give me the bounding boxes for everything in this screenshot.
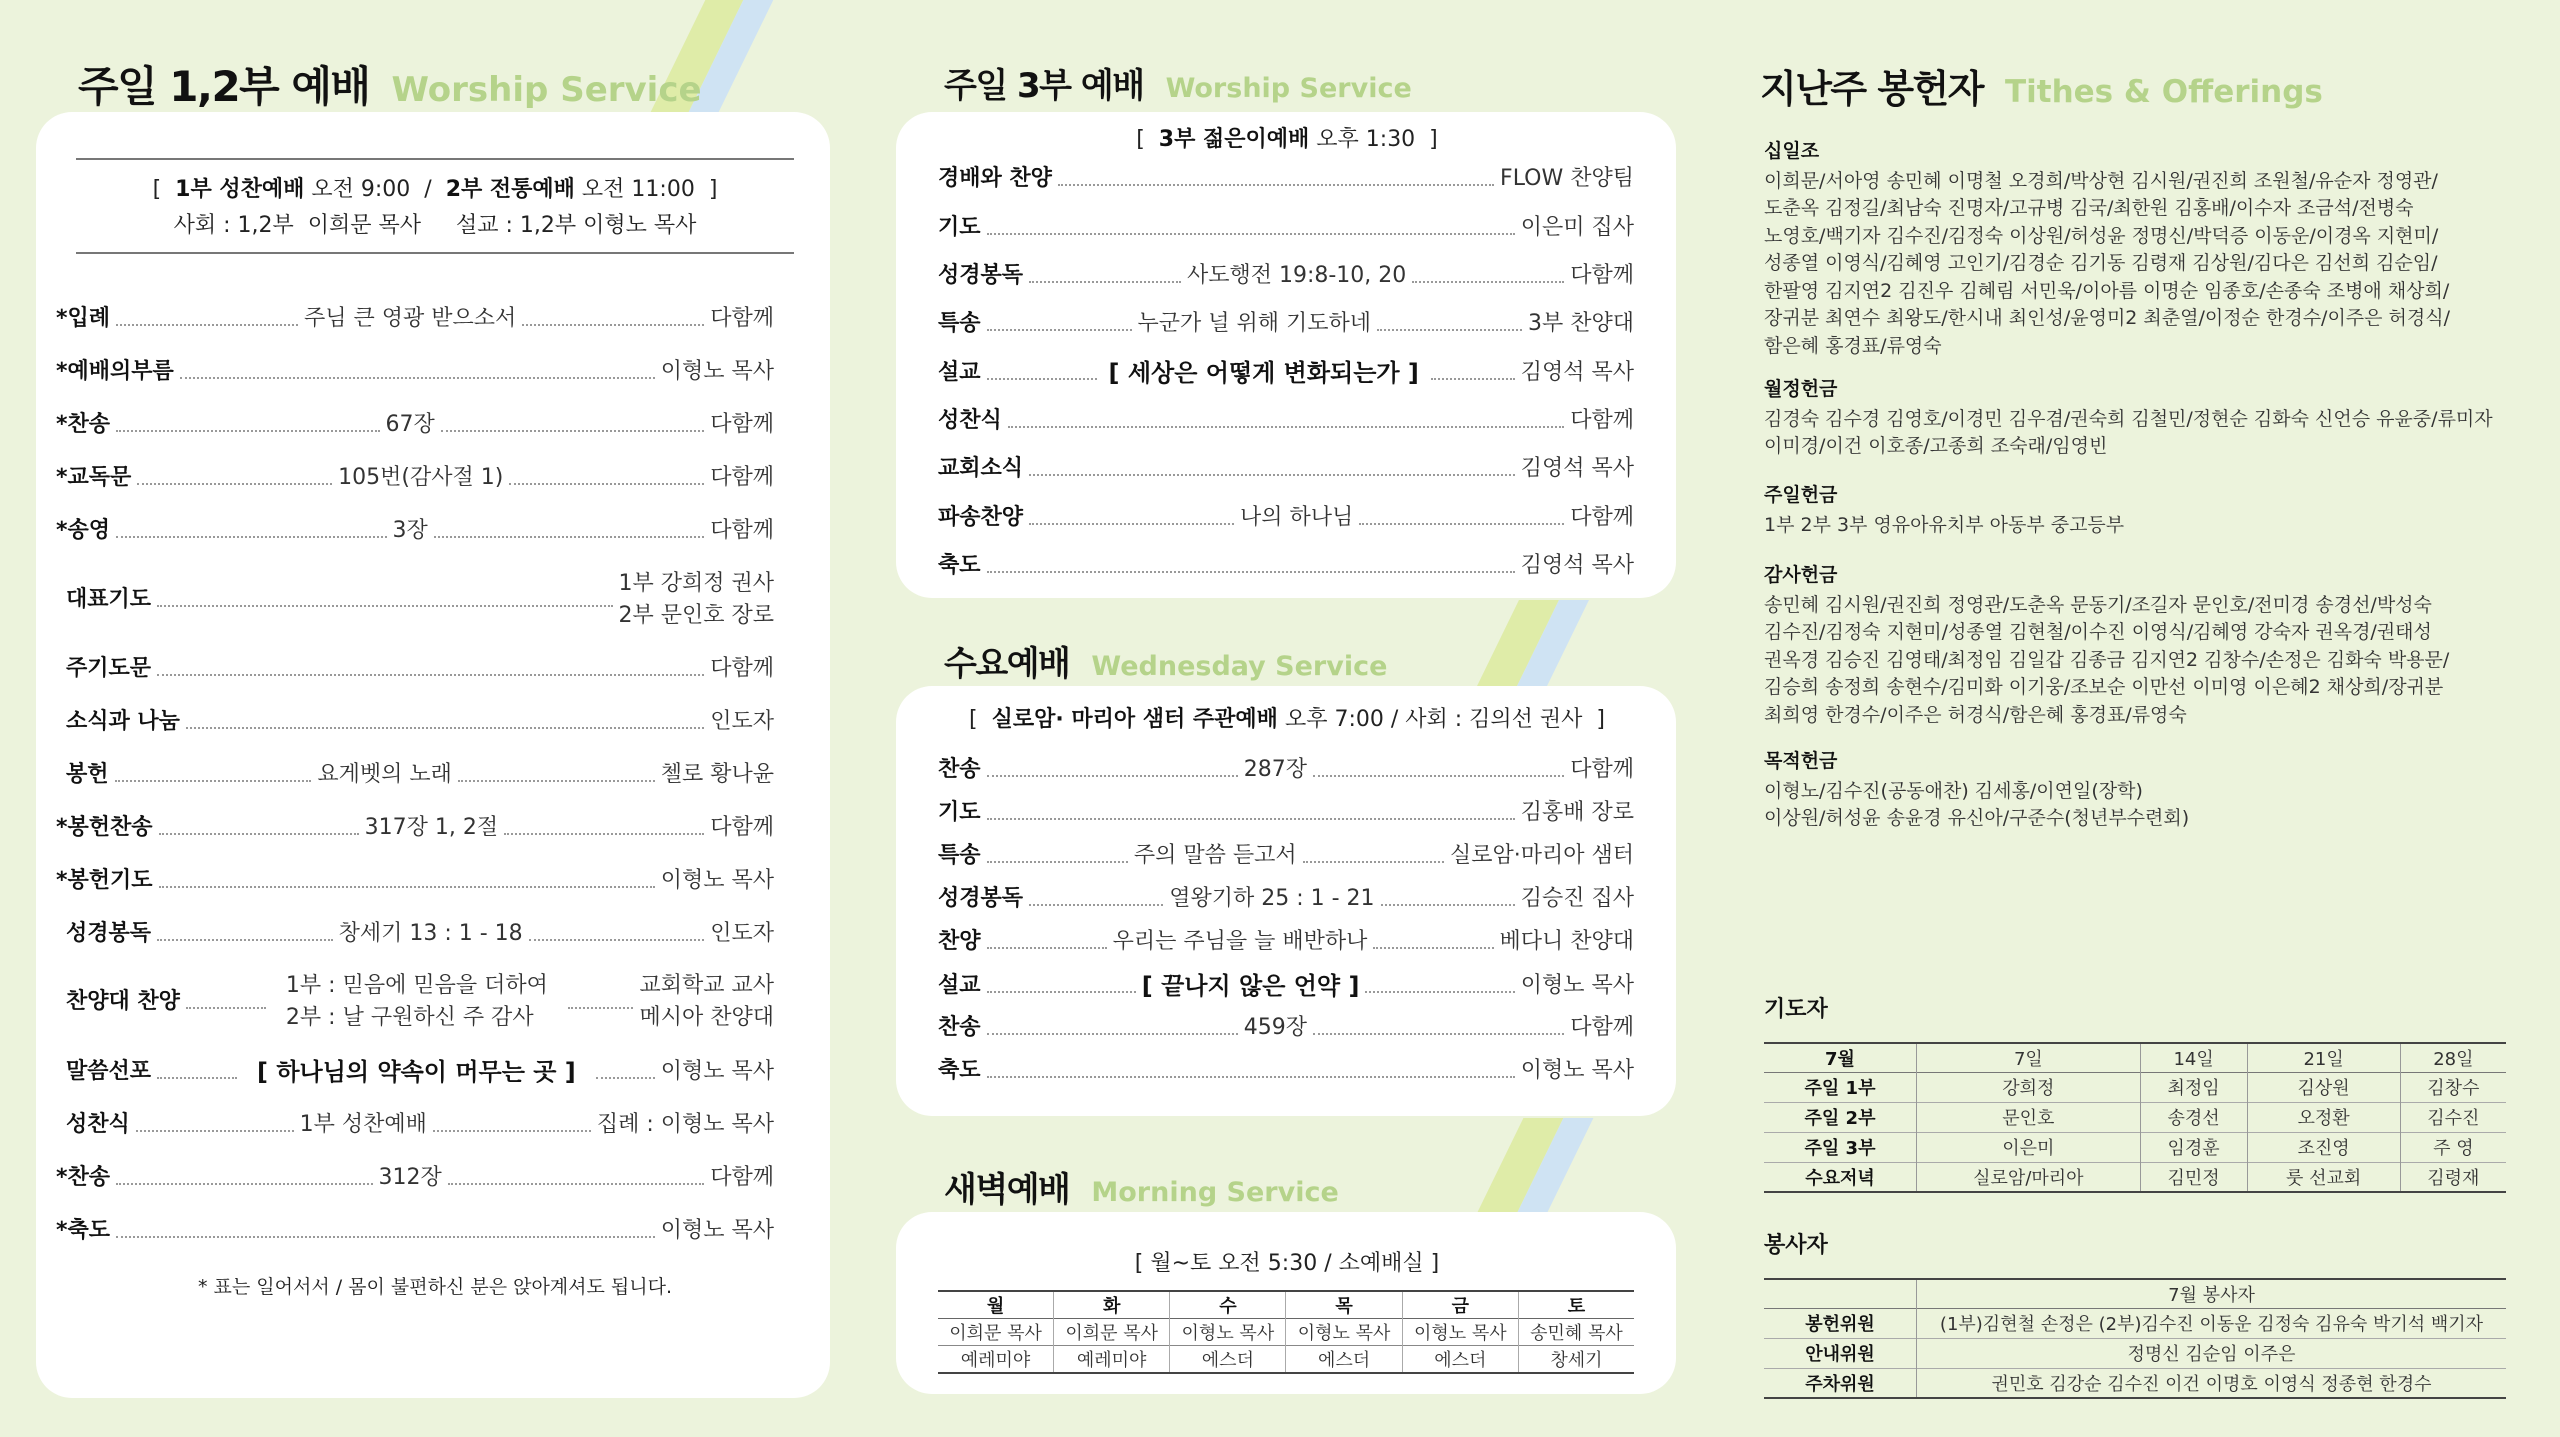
order-leader: 김영석 목사 [1520, 360, 1634, 386]
prayer-service: 수요저녁 [1764, 1162, 1917, 1192]
order-leader: 다함께 [710, 412, 774, 437]
order-label: 성경봉독 [66, 921, 152, 946]
order-row-communion [66, 1112, 774, 1138]
order-row-offering-hymn [56, 815, 774, 841]
offering-group-title: 주일헌금 [1764, 484, 1838, 506]
wed-row-sermon [938, 972, 1634, 1001]
offerings-heading [1760, 58, 2323, 113]
prayer-service: 주일 3부 [1764, 1132, 1917, 1162]
order-row-news [66, 709, 774, 735]
volunteer-role: 주차위원 [1764, 1368, 1917, 1398]
order-leader-stack [619, 568, 775, 632]
offering-line: 한팔영 김지연2 김진우 김혜림 서민욱/이아름 이명순 임종호/손종숙 조병애 채상희/ [1764, 279, 2450, 302]
offering-group-purpose [1764, 748, 2524, 833]
book-cell: 예레미야 [1054, 1346, 1170, 1374]
preacher-cell: 이형노 목사 [1402, 1319, 1518, 1346]
order-row-hymn [56, 412, 774, 438]
order-content: 우리는 주님을 늘 배반하나 [1112, 929, 1368, 954]
volunteer-names: 정명신 김순임 이주은 [2127, 1344, 2296, 1365]
order-leader: 베다니 찬양대 [1499, 929, 1635, 954]
order-row-benediction [56, 1218, 774, 1244]
worship12-info-bottom-line [76, 252, 794, 254]
volunteer-names: (1부)김현철 손정은 (2부)김수진 이동운 김정숙 김유숙 박기석 백기자 [1939, 1314, 2484, 1335]
prayer-cell: 강희정 [1917, 1072, 2141, 1102]
day-fri: 금 [1402, 1291, 1518, 1319]
worship3-title-en: Worship Service [1165, 73, 1412, 104]
order-label: 기도 [938, 800, 981, 825]
prayer-cell: 이은미 [1917, 1132, 2141, 1162]
wed-row-hymn [938, 757, 1634, 783]
order-content: 105번(감사절 1) [338, 465, 504, 490]
order-leader: 김영석 목사 [1520, 456, 1634, 481]
w3-row-praise [938, 166, 1634, 192]
order-leader: 이형노 목사 [660, 1218, 774, 1243]
book-cell: 에스더 [1286, 1346, 1402, 1374]
order-label: 성찬식 [66, 1112, 130, 1137]
w3-row-sermon [938, 359, 1634, 388]
service2-time: 오전 11:00 [581, 177, 695, 202]
order-label: *입례 [56, 306, 111, 331]
order-row-offering-prayer [56, 868, 774, 894]
offering-group-title: 월정헌금 [1764, 378, 1838, 400]
wednesday-heading [944, 636, 1387, 685]
preacher-cell: 이희문 목사 [938, 1319, 1054, 1346]
offering-line: 이미경/이건 이호종/고종희 조숙래/임영빈 [1764, 435, 2108, 458]
order-leader-stack [639, 970, 774, 1034]
order-label: 성찬식 [938, 408, 1002, 433]
worship12-officiants: 사회 : 1,2부 이희문 목사 설교 : 1,2부 이형노 목사 [173, 213, 697, 238]
wednesday-service-name: 실로암· 마리아 샘터 주관예배 [991, 707, 1278, 732]
offering-line: 도춘옥 김정길/최남숙 진명자/고규병 김국/최한원 김홍배/이수자 조금석/전병숙 [1764, 197, 2414, 220]
volunteers-table [1764, 1278, 2506, 1399]
preacher-cell: 송민혜 목사 [1530, 1323, 1623, 1344]
order-leader: 다함께 [1570, 408, 1634, 433]
order-row-sermon [66, 1058, 774, 1087]
order-content: 요게벳의 노래 [317, 762, 452, 787]
order-row-offering [66, 762, 774, 788]
order-content: 317장 1, 2절 [364, 815, 499, 840]
prayer-date: 14일 [2140, 1043, 2247, 1072]
order-label: 설교 [938, 973, 981, 999]
order-label: 특송 [938, 843, 981, 868]
volunteers-title: 봉사자 [1764, 1233, 1828, 1258]
order-leader: 인도자 [710, 921, 774, 946]
w3-row-prayer [938, 215, 1634, 241]
sermon-title: [ 세상은 어떻게 변화되는가 ] [1108, 359, 1419, 387]
offering-line: 이형노/김수진(공동애찬) 김세홍/이연일(장학) [1764, 779, 2143, 802]
prayer-cell: 문인호 [1917, 1102, 2141, 1132]
day-wed: 수 [1170, 1291, 1286, 1319]
order-row-prayer [66, 568, 774, 632]
order-content: 주의 말씀 듣고서 [1133, 843, 1297, 868]
worship12-services: [ 1부 성찬예배 오전 9:00 / 2부 전통예배 오전 11:00 ] [152, 177, 718, 202]
prayer-title: 기도자 [1764, 997, 1828, 1022]
order-leader: 다함께 [710, 518, 774, 543]
offering-line: 권옥경 김승진 김영태/최정임 김일갑 김종금 김지연2 김창수/손정은 김화숙 박용문/ [1764, 648, 2450, 671]
morning-title-en: Morning Service [1091, 1177, 1339, 1208]
offering-group-title: 감사헌금 [1764, 564, 1838, 586]
offering-line: 송민혜 김시원/권진희 정영관/도춘옥 문동기/조길자 문인호/전미경 송경선/박성숙 [1764, 593, 2432, 616]
order-row-closing-hymn [56, 1165, 774, 1191]
order-content: 주님 큰 영광 받으소서 [304, 306, 517, 331]
day-thu: 목 [1286, 1291, 1402, 1319]
wednesday-title-en: Wednesday Service [1091, 651, 1388, 682]
offering-line: 장귀분 최연수 최왕도/한시내 최인성/윤영미2 최춘열/이정순 한경수/이주은 허경식/ [1764, 307, 2451, 330]
w3-row-special [938, 311, 1634, 337]
offering-group-title: 십일조 [1764, 140, 1820, 162]
order-label: 축도 [938, 553, 981, 578]
prayer-cell: 김수진 [2427, 1108, 2480, 1129]
prayer-cell: 오정환 [2247, 1102, 2400, 1132]
prayer-service: 주일 1부 [1764, 1072, 1917, 1102]
order-label: *송영 [56, 518, 111, 543]
order-content: 67장 [385, 412, 435, 437]
order-leader: 실로암·마리아 샘터 [1450, 843, 1635, 868]
prayer-table [1764, 1042, 2506, 1193]
offering-line: 노영호/백기자 김수진/김정숙 이상원/허성윤 정명신/박덕증 이동운/이경옥 지현미/ [1764, 224, 2439, 247]
offering-line: 김수진/김정숙 지현미/성종열 김현철/이수진 이영식/김혜영 강숙자 권옥경/권태성 [1764, 621, 2432, 644]
prayer-date: 21일 [2247, 1043, 2400, 1072]
order-leader: 이형노 목사 [660, 868, 774, 893]
order-leader-2: 2부 문인호 장로 [618, 602, 774, 628]
wednesday-service: [ 실로암· 마리아 샘터 주관예배 오후 7:00 / 사회 : 김의선 권사 ] [969, 707, 1605, 732]
order-content: 사도행전 19:8-10, 20 [1186, 263, 1407, 288]
book-cell: 에스더 [1402, 1346, 1518, 1374]
order-leader: 다함께 [710, 815, 775, 840]
prayer-cell: 조진영 [2247, 1132, 2400, 1162]
order-label: 소식과 나눔 [66, 709, 180, 734]
offering-line: 이희문/서아영 송민혜 이명철 오경희/박상현 김시원/권진희 조원철/유순자 정영관/ [1764, 169, 2438, 192]
order-row-scripture [66, 921, 774, 947]
order-leader-2: 메시아 찬양대 [639, 1004, 774, 1030]
order-content: 창세기 13 : 1 - 18 [338, 921, 523, 946]
offerings-title: 지난주 봉헌자 [1760, 67, 1983, 111]
volunteer-names: 권민호 김강순 김수진 이건 이명호 이영식 정종현 한경수 [1991, 1373, 2432, 1395]
order-label: 성경봉독 [938, 886, 1024, 911]
order-content: 287장 [1243, 757, 1307, 782]
order-content: 459장 [1243, 1015, 1307, 1040]
prayer-cell: 룻 선교회 [2247, 1162, 2400, 1192]
prayer-cell: 임경훈 [2140, 1132, 2247, 1162]
wednesday-service-info: 오후 7:00 / 사회 : 김의선 권사 [1284, 707, 1583, 732]
volunteers-month: 7월 봉사자 [2168, 1284, 2255, 1306]
order-label: 찬양 [938, 929, 981, 954]
order-row-call [56, 359, 774, 385]
w3-row-scripture [938, 263, 1634, 289]
prayer-cell: 최정임 [2140, 1072, 2247, 1102]
order-leader: 다함께 [710, 1165, 774, 1190]
order-leader: 다함께 [710, 306, 774, 331]
prayer-date: 7일 [1917, 1043, 2141, 1072]
order-leader: 교회학교 교사 [639, 973, 774, 998]
order-content-stack [286, 970, 548, 1034]
prayer-service: 주일 2부 [1764, 1102, 1917, 1132]
worship12-card [36, 112, 830, 1398]
order-row-responsive [56, 465, 774, 491]
order-content: 312장 [378, 1165, 442, 1190]
order-label: *교독문 [56, 465, 132, 490]
order-leader: 다함께 [1570, 1015, 1634, 1040]
wed-row-choir [938, 929, 1634, 955]
prayer-cell: 주 영 [2433, 1138, 2474, 1159]
worship12-title-en: Worship Service [391, 70, 702, 110]
order-leader: 다함께 [710, 465, 774, 490]
order-leader: 인도자 [710, 709, 774, 734]
order-leader: FLOW 찬양팀 [1500, 166, 1634, 191]
order-label: 찬송 [938, 757, 981, 782]
prayer-cell: 실로암/마리아 [1917, 1162, 2141, 1192]
book-cell: 창세기 [1550, 1350, 1603, 1371]
order-label: 교회소식 [938, 456, 1024, 481]
preacher-cell: 이희문 목사 [1054, 1319, 1170, 1346]
order-label: 봉헌 [66, 762, 109, 787]
order-leader: 김승진 집사 [1520, 886, 1634, 911]
w3-row-benediction [938, 553, 1634, 579]
service1-time: 오전 9:00 [311, 177, 411, 202]
order-content: 나의 하나님 [1240, 505, 1354, 530]
order-leader: 첼로 황나윤 [660, 762, 775, 787]
order-leader: 이형노 목사 [660, 1059, 774, 1085]
wed-row-special [938, 843, 1634, 869]
order-content: 3장 [392, 518, 428, 543]
order-label: 경배와 찬양 [938, 166, 1052, 191]
order-label: *예배의부름 [56, 359, 174, 384]
order-leader: 다함께 [1570, 757, 1634, 782]
day-tue: 화 [1054, 1291, 1170, 1319]
worship3-heading [944, 58, 1412, 107]
prayer-cell: 김민정 [2140, 1162, 2247, 1192]
order-row-entrance [56, 306, 774, 332]
order-label: *봉헌기도 [56, 868, 153, 893]
wednesday-title: 수요예배 [944, 644, 1070, 684]
order-label: *찬송 [56, 412, 111, 437]
worship3-title: 주일 3부 예배 [944, 66, 1144, 106]
worship3-service-time: 오후 1:30 [1316, 127, 1416, 152]
offering-group-sunday [1764, 482, 2524, 539]
order-leader: 김영석 목사 [1520, 553, 1634, 578]
preacher-cell: 이형노 목사 [1286, 1319, 1402, 1346]
order-label: *봉헌찬송 [56, 815, 153, 840]
order-leader: 이형노 목사 [660, 359, 774, 384]
order-leader: 이형노 목사 [1520, 1058, 1634, 1083]
order-leader: 김홍배 장로 [1520, 800, 1634, 825]
offering-group-tithe [1764, 138, 2524, 360]
volunteers-corner [1764, 1279, 1917, 1308]
morning-info: [ 월~토 오전 5:30 / 소예배실 ] [1134, 1251, 1440, 1276]
preacher-cell: 이형노 목사 [1170, 1319, 1286, 1346]
offerings-title-en: Tithes & Offerings [2004, 74, 2323, 110]
offering-group-title: 목적헌금 [1764, 750, 1838, 772]
order-label: 기도 [938, 215, 981, 240]
order-label: 설교 [938, 360, 981, 386]
order-leader: 다함께 [1570, 505, 1635, 530]
prayer-cell: 송경선 [2140, 1102, 2247, 1132]
offering-line: 최희영 한경수/이주은 허경식/함은혜 홍경표/류영숙 [1764, 703, 2187, 726]
order-content: 열왕기하 25 : 1 - 21 [1169, 886, 1375, 911]
service1-name: 1부 성찬예배 [175, 177, 305, 202]
order-content: 1부 : 믿음에 믿음을 더하여 [285, 973, 548, 998]
worship12-note: * 표는 일어서서 / 몸이 불편하신 분은 앉아계셔도 됩니다. [197, 1276, 673, 1298]
order-label: 주기도문 [66, 656, 152, 681]
wed-row-closing-hymn [938, 1015, 1634, 1041]
offering-line: 성종열 이영식/김혜영 고인기/김경순 김기동 김령재 김상원/김다은 김선희 김순임/ [1764, 252, 2438, 275]
offering-group-thanks [1764, 562, 2524, 729]
order-content-2: 2부 : 날 구원하신 주 감사 [285, 1004, 534, 1030]
prayer-cell: 김상원 [2247, 1072, 2400, 1102]
order-label: 성경봉독 [938, 263, 1024, 288]
book-cell: 예레미야 [938, 1346, 1054, 1374]
wed-row-prayer [938, 800, 1634, 826]
morning-title: 새벽예배 [944, 1170, 1070, 1210]
order-label: 찬양대 찬양 [66, 988, 180, 1014]
wed-row-scripture [938, 886, 1634, 912]
worship12-title: 주일 1,2부 예배 [78, 62, 370, 111]
order-leader: 3부 찬양대 [1528, 311, 1634, 336]
order-content: 1부 성찬예배 [299, 1112, 427, 1137]
order-leader: 집례 : 이형노 목사 [596, 1112, 774, 1137]
order-leader: 1부 강희정 권사 [618, 571, 774, 596]
w3-row-communion [938, 408, 1634, 434]
order-leader: 다함께 [710, 656, 774, 681]
prayer-cell: 김령재 [2427, 1167, 2480, 1189]
order-row-choir [66, 970, 774, 1034]
sermon-title: [ 하나님의 약속이 머무는 곳 ] [257, 1058, 576, 1086]
volunteer-role: 안내위원 [1764, 1338, 1917, 1368]
order-leader: 다함께 [1570, 263, 1635, 288]
order-leader: 이은미 집사 [1520, 215, 1634, 240]
order-row-lords-prayer [66, 656, 774, 682]
offering-line: 1부 2부 3부 영유아유치부 아동부 중고등부 [1764, 513, 2125, 536]
order-label: 특송 [938, 311, 981, 336]
prayer-cell: 김창수 [2427, 1078, 2480, 1099]
order-label: 말씀선포 [66, 1059, 152, 1085]
offering-line: 김경숙 김수경 김영호/이경민 김우겸/권숙희 김철민/정현순 김화숙 신언승 유윤중/류미자 [1764, 407, 2493, 430]
day-sat: 토 [1567, 1296, 1586, 1317]
order-label: 대표기도 [66, 586, 152, 612]
order-label: *축도 [56, 1218, 111, 1243]
worship3-service-name: 3부 젊은이예배 [1158, 127, 1310, 152]
order-label: 찬송 [938, 1015, 981, 1040]
worship12-heading [78, 54, 702, 114]
prayer-month: 7월 [1764, 1043, 1917, 1072]
day-mon: 월 [938, 1291, 1054, 1319]
w3-row-sending [938, 505, 1634, 531]
service2-name: 2부 전통예배 [445, 177, 575, 202]
order-label: *찬송 [56, 1165, 111, 1190]
volunteer-role: 봉헌위원 [1764, 1308, 1917, 1338]
worship3-service: [ 3부 젊은이예배 오후 1:30 ] [1136, 127, 1438, 152]
order-content: 누군가 널 위해 기도하네 [1137, 311, 1372, 336]
offering-line: 김승희 송정희 송현수/김미화 이기웅/조보순 이만선 이미영 이은혜2 채상희/장귀분 [1764, 676, 2444, 699]
order-label: 파송찬양 [938, 505, 1024, 530]
morning-heading [944, 1162, 1339, 1211]
book-cell: 에스더 [1170, 1346, 1286, 1374]
morning-schedule-table [938, 1290, 1634, 1374]
offering-group-monthly [1764, 376, 2524, 461]
wed-row-benediction [938, 1058, 1634, 1084]
order-row-doxology [56, 518, 774, 544]
w3-row-news [938, 456, 1634, 482]
order-leader: 이형노 목사 [1520, 973, 1634, 999]
offering-line: 함은혜 홍경표/류영숙 [1764, 334, 1942, 357]
order-label: 축도 [938, 1058, 981, 1083]
worship12-info-top-line [76, 158, 794, 160]
sermon-title: [ 끝나지 않은 언약 ] [1141, 972, 1360, 1000]
offering-line: 이상원/허성윤 송윤경 유신아/구준수(청년부수련회) [1764, 807, 2190, 830]
prayer-date: 28일 [2433, 1048, 2474, 1070]
